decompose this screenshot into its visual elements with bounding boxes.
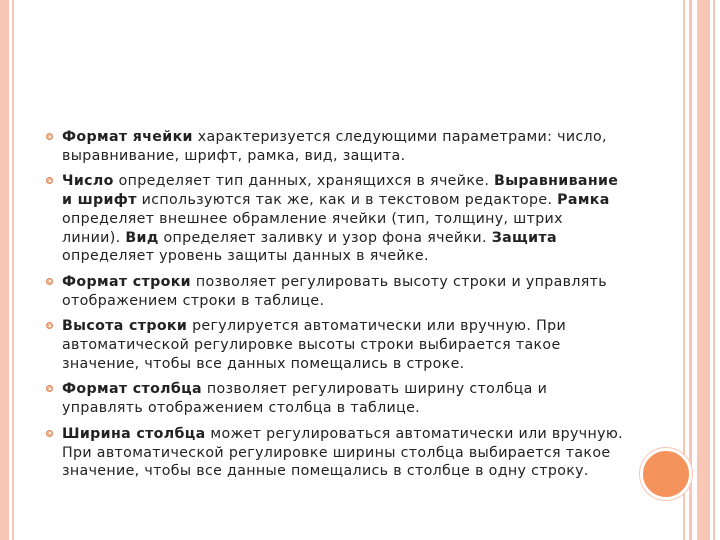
bullet-list — [46, 128, 626, 488]
bullet-icon — [46, 278, 53, 285]
text-fragment: используются так же, как и в текстовом редакторе. — [136, 192, 558, 209]
bold-term: Высота строки — [62, 318, 188, 335]
bullet-icon — [46, 177, 53, 184]
bold-term: Формат ячейки — [62, 129, 193, 145]
text-fragment: определяет уровень защиты данных в ячейке. — [62, 248, 429, 265]
list-item — [46, 128, 626, 165]
bold-term: Защита — [491, 229, 557, 246]
bold-term: Число — [62, 173, 114, 190]
right-frame-stripe — [697, 0, 710, 540]
list-item — [46, 172, 626, 266]
text-fragment: позволяет регулировать ширину столбца и управлять отображением столбца в таблице. — [62, 381, 548, 417]
bold-term: Рамка — [557, 192, 610, 209]
bullet-icon — [46, 385, 53, 392]
text-fragment: определяет тип данных, хранящихся в ячейке. — [113, 173, 495, 190]
list-item — [46, 425, 626, 481]
text-fragment: может регулироваться автоматически или вручную. При автоматической регулировке ширины столбца выбирается такое значение, чтобы все данные помещались в столбце в одну строку. — [62, 425, 623, 480]
text-fragment: определяет заливку и узор фона ячейки. — [158, 229, 492, 246]
bold-term: Формат строки — [62, 273, 191, 290]
bold-term: Выравнивание и шрифт — [62, 173, 619, 209]
left-frame-line — [12, 0, 14, 540]
list-item — [46, 380, 626, 417]
bullet-icon — [46, 133, 53, 140]
text-fragment: позволяет регулировать высоту строки и управлять отображением строки в таблице. — [62, 273, 607, 309]
bold-term: Ширина столбца — [62, 425, 206, 442]
left-frame-stripe — [0, 0, 9, 540]
list-item — [46, 273, 626, 310]
list-item — [46, 317, 626, 373]
decorative-circle — [640, 448, 692, 500]
right-frame-line-2 — [689, 0, 692, 540]
text-fragment: характеризуется следующими параметрами: число, выравнивание, шрифт, рамка, вид, защита. — [62, 129, 607, 164]
bullet-icon — [46, 322, 53, 329]
bullet-icon — [46, 430, 53, 437]
text-fragment: регулируется автоматически или вручную. При автоматической регулировке высоты строки выбирается такое значение, чтобы все данных помещались в строке. — [62, 318, 567, 372]
text-fragment: определяет внешнее обрамление ячейки (тип, толщину, штрих линии). — [62, 210, 563, 246]
bold-term: Вид — [125, 229, 159, 246]
bold-term: Формат столбца — [62, 381, 202, 398]
right-frame-line-3 — [713, 0, 715, 540]
